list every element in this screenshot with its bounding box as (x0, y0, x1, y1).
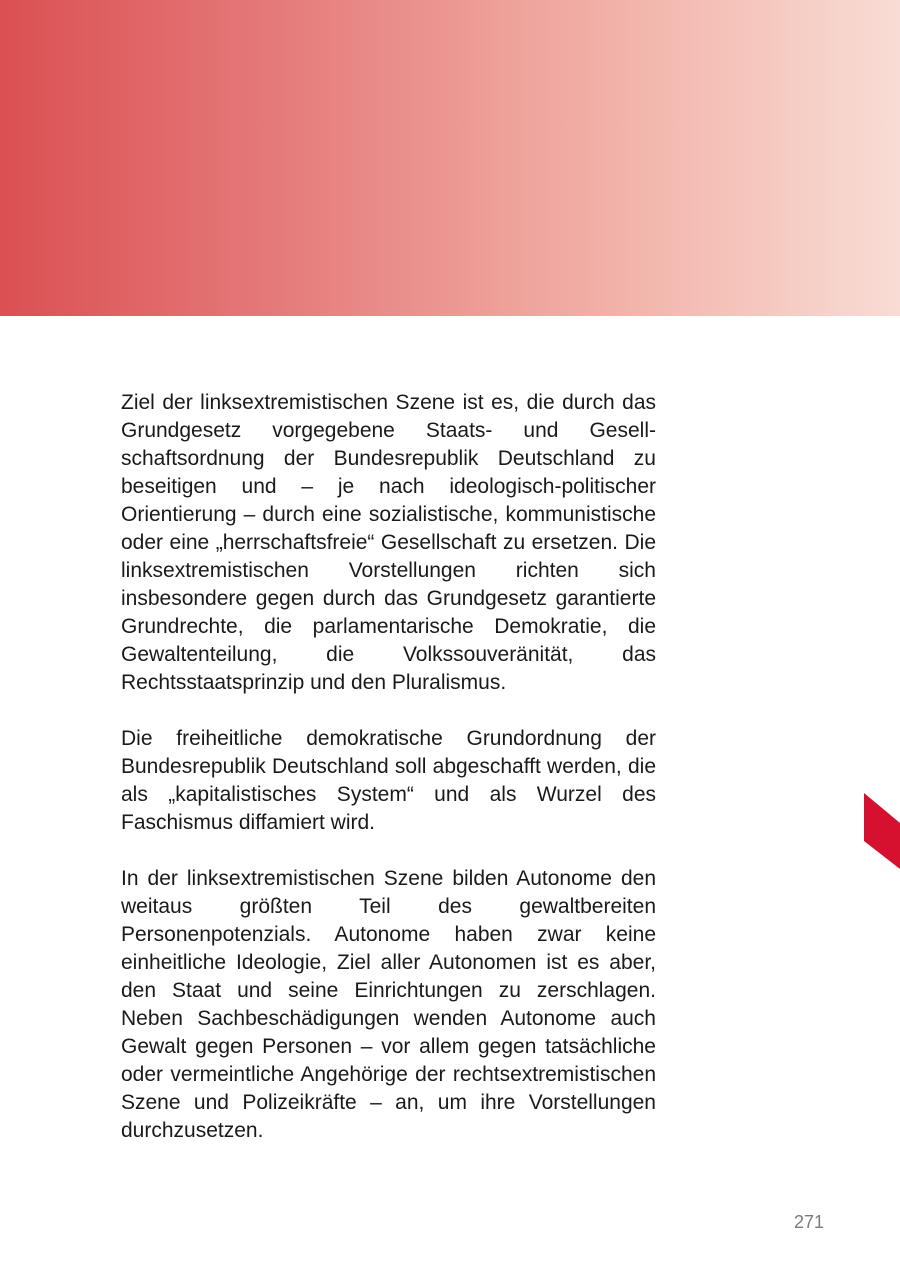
chapter-thumb-tab (864, 793, 900, 869)
paragraph-2: Die freiheitliche demokratische Grundordnung der Bundesrepublik Deutschland soll abgeschafft werden, die als „kapitalistisches System“ und als Wurzel des Faschismus diffamiert wird. (121, 727, 656, 834)
page-number: 271 (793, 1212, 824, 1232)
header-gradient-band (0, 0, 900, 316)
chapter-thumb-tab-shape (864, 793, 900, 869)
body-text (121, 389, 656, 1145)
paragraph-1: Ziel der linksextremistischen Szene ist es, die durch das Grundgesetz vorgegebene Staats- und Gesellschaftsordnung der Bundesrepublik Deutschland zu beseitigen und – je nach ideologisch-politischer Orientierung – durch eine sozialistische, kommunistische oder eine „herrschaftsfreie“ Gesellschaft zu ersetzen. Die linksextremistischen Vorstellungen richten sich insbesondere gegen durch das Grundgesetz garantierte Grundrechte, die parlamentarische Demokratie, die Gewaltenteilung, die Volkssouveränität, das Rechtsstaatsprinzip und den Pluralismus. (121, 391, 656, 694)
paragraph-3: In der linksextremistischen Szene bilden Autonome den weitaus größten Teil des gewaltbereiten Personenpotenzials. Autonome haben zwar keine einheitliche Ideologie, Ziel aller Autonomen ist es aber, den Staat und seine Einrichtungen zu zerschlagen. Neben Sachbeschädigungen wenden Autonome auch Gewalt gegen Personen – vor allem gegen tatsächliche oder vermeintliche Angehörige der rechtsextremistischen Szene und Polizeikräfte – an, um ihre Vorstellungen durchzusetzen. (121, 867, 656, 1142)
